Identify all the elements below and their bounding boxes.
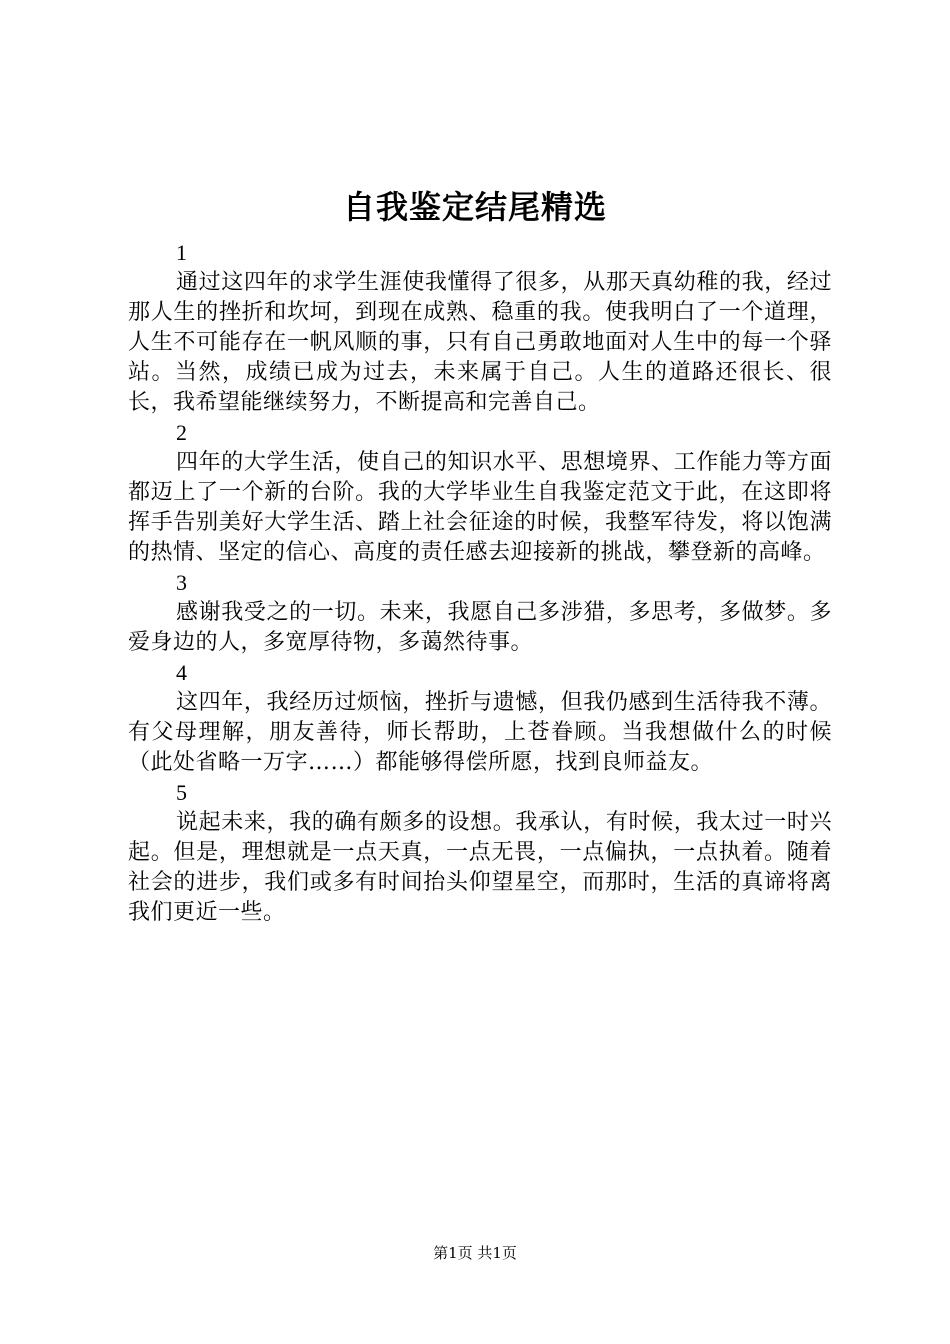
section-5 bbox=[128, 778, 832, 928]
section-number: 1 bbox=[176, 240, 187, 265]
section-1 bbox=[128, 238, 832, 418]
section-paragraph: 感谢我受之的一切。未来，我愿自己多涉猎，多思考，多做梦。多爱身边的人，多宽厚待物，多蔼然待事。 bbox=[128, 600, 832, 655]
section-number: 5 bbox=[176, 780, 187, 805]
section-3 bbox=[128, 568, 832, 658]
section-4 bbox=[128, 658, 832, 778]
section-paragraph: 这四年，我经历过烦恼，挫折与遗憾，但我仍感到生活待我不薄。有父母理解，朋友善待，师长帮助，上苍眷顾。当我想做什么的时候（此处省略一万字……）都能够得偿所愿，找到良师益友。 bbox=[128, 690, 832, 775]
section-paragraph: 通过这四年的求学生涯使我懂得了很多，从那天真幼稚的我，经过那人生的挫折和坎坷，到现在成熟、稳重的我。使我明白了一个道理，人生不可能存在一帆风顺的事，只有自己勇敢地面对人生中的每一个驿站。当然，成绩已成为过去，未来属于自己。人生的道路还很长、很长，我希望能继续努力，不断提高和完善自己。 bbox=[128, 270, 832, 415]
section-number: 2 bbox=[176, 420, 187, 445]
document-title: 自我鉴定结尾精选 bbox=[342, 188, 607, 226]
document-body bbox=[128, 238, 832, 928]
section-number: 4 bbox=[176, 660, 187, 685]
section-2 bbox=[128, 418, 832, 568]
section-number: 3 bbox=[176, 570, 187, 595]
section-paragraph: 说起未来，我的确有颇多的设想。我承认，有时候，我太过一时兴起。但是，理想就是一点天真，一点无畏，一点偏执，一点执着。随着社会的进步，我们或多有时间抬头仰望星空，而那时，生活的真谛将离我们更近一些。 bbox=[128, 810, 832, 925]
section-paragraph: 四年的大学生活，使自己的知识水平、思想境界、工作能力等方面都迈上了一个新的台阶。我的大学毕业生自我鉴定范文于此，在这即将挥手告别美好大学生活、踏上社会征途的时候，我整军待发，将以饱满的热情、坚定的信心、高度的责任感去迎接新的挑战，攀登新的高峰。 bbox=[128, 450, 832, 565]
page-footer: 第1页 共1页 bbox=[433, 1244, 517, 1262]
